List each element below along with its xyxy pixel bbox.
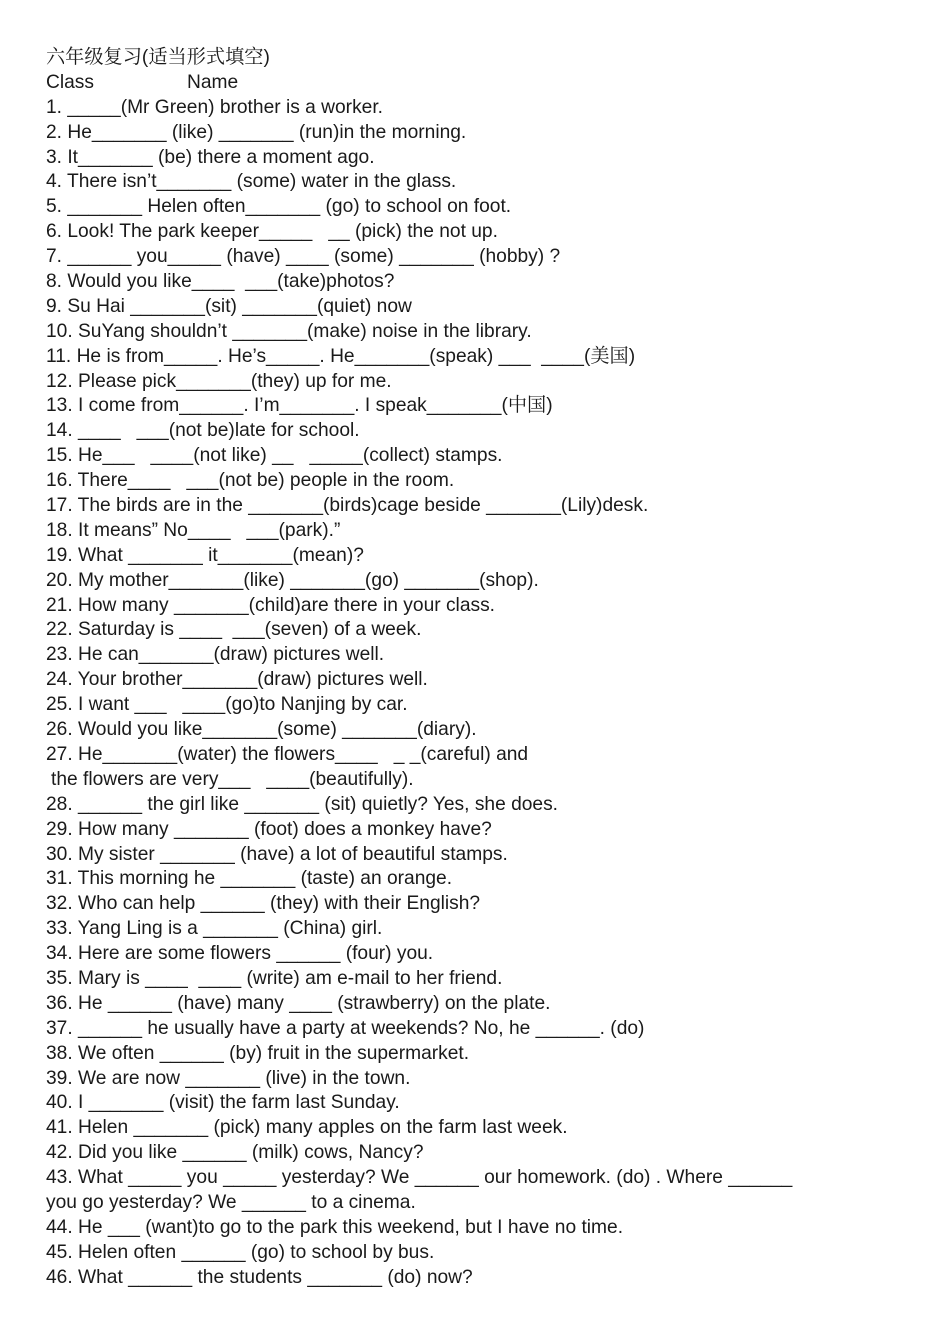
- exercise-list: [46, 96, 906, 1291]
- exercise-line: 23. He can_______(draw) pictures well.: [46, 644, 385, 666]
- exercise-line: 9. Su Hai _______(sit) _______(quiet) now: [46, 295, 412, 317]
- exercise-line: 27. He_______(water) the flowers____ _ _(careful) and: [46, 743, 529, 765]
- exercise-line: 42. Did you like ______ (milk) cows, Nancy?: [46, 1142, 424, 1164]
- exercise-line: 32. Who can help ______ (they) with their English?: [46, 893, 481, 915]
- exercise-line: 28. ______ the girl like _______ (sit) quietly? Yes, she does.: [46, 793, 559, 815]
- exercise-line: 4. There isn’t_______ (some) water in the glass.: [46, 171, 457, 193]
- exercise-line: 14. ____ ___(not be)late for school.: [46, 420, 360, 442]
- worksheet: [46, 46, 906, 1291]
- exercise-line: 2. He_______ (like) _______ (run)in the morning.: [46, 121, 467, 143]
- exercise-line: 20. My mother_______(like) _______(go) _______(shop).: [46, 569, 539, 591]
- exercise-line: 19. What _______ it_______(mean)?: [46, 544, 364, 566]
- exercise-line: 35. Mary is ____ ____ (write) am e-mail to her friend.: [46, 967, 503, 989]
- exercise-line: 26. Would you like_______(some) _______(diary).: [46, 719, 477, 741]
- exercise-line: 22. Saturday is ____ ___(seven) of a week.: [46, 619, 422, 641]
- exercise-line: 18. It means” No____ ___(park).”: [46, 519, 341, 541]
- exercise-line: 15. He___ ____(not like) __ _____(collect) stamps.: [46, 445, 503, 467]
- exercise-line: 3. It_______ (be) there a moment ago.: [46, 146, 375, 168]
- exercise-line: 8. Would you like____ ___(take)photos?: [46, 271, 395, 293]
- exercise-line: 6. Look! The park keeper_____ __ (pick) the not up.: [46, 221, 498, 243]
- exercise-line: 5. _______ Helen often_______ (go) to school on foot.: [46, 196, 512, 218]
- exercise-line: 21. How many _______(child)are there in your class.: [46, 594, 496, 616]
- exercise-line: 12. Please pick_______(they) up for me.: [46, 370, 392, 392]
- exercise-line: 46. What ______ the students _______ (do) now?: [46, 1266, 473, 1288]
- worksheet-title: 六年级复习(适当形式填空): [46, 47, 270, 68]
- exercise-line: 13. I come from______. I’m_______. I speak_______(中国): [46, 395, 553, 417]
- student-info-row: [46, 71, 906, 96]
- exercise-line: 34. Here are some flowers ______ (four) you.: [46, 943, 434, 965]
- exercise-line: 43. What _____ you _____ yesterday? We ______ our homework. (do) . Where ______: [46, 1167, 793, 1189]
- exercise-line: 36. He ______ (have) many ____ (strawberry) on the plate.: [46, 992, 551, 1014]
- exercise-line: you go yesterday? We ______ to a cinema.: [46, 1191, 416, 1213]
- exercise-line: 24. Your brother_______(draw) pictures well.: [46, 669, 428, 691]
- exercise-line: 25. I want ___ ____(go)to Nanjing by car.: [46, 694, 408, 716]
- exercise-line: 41. Helen _______ (pick) many apples on the farm last week.: [46, 1117, 568, 1139]
- class-label: Class: [46, 71, 94, 93]
- exercise-line: 44. He ___ (want)to go to the park this weekend, but I have no time.: [46, 1216, 624, 1238]
- name-label: Name: [187, 71, 239, 93]
- exercise-line: the flowers are very___ ____(beautifully).: [51, 768, 414, 790]
- exercise-line: 39. We are now _______ (live) in the town.: [46, 1067, 411, 1089]
- exercise-line: 33. Yang Ling is a _______ (China) girl.: [46, 918, 383, 940]
- exercise-line: 40. I _______ (visit) the farm last Sunday.: [46, 1092, 400, 1114]
- exercise-line: 29. How many _______ (foot) does a monkey have?: [46, 818, 492, 840]
- exercise-line: 1. _____(Mr Green) brother is a worker.: [46, 96, 383, 118]
- exercise-line: 45. Helen often ______ (go) to school by bus.: [46, 1241, 435, 1263]
- exercise-line: 37. ______ he usually have a party at weekends? No, he ______. (do): [46, 1017, 645, 1039]
- exercise-line: 11. He is from_____. He’s_____. He_______(speak) ___ ____(美国): [46, 345, 636, 367]
- exercise-line: 7. ______ you_____ (have) ____ (some) _______ (hobby) ?: [46, 246, 561, 268]
- exercise-line: 17. The birds are in the _______(birds)cage beside _______(Lily)desk.: [46, 495, 649, 517]
- exercise-line: 38. We often ______ (by) fruit in the supermarket.: [46, 1042, 470, 1064]
- exercise-line: 10. SuYang shouldn’t _______(make) noise in the library.: [46, 320, 532, 342]
- exercise-line: 30. My sister _______ (have) a lot of beautiful stamps.: [46, 843, 508, 865]
- exercise-line: 31. This morning he _______ (taste) an orange.: [46, 868, 453, 890]
- exercise-line: 16. There____ ___(not be) people in the room.: [46, 470, 455, 492]
